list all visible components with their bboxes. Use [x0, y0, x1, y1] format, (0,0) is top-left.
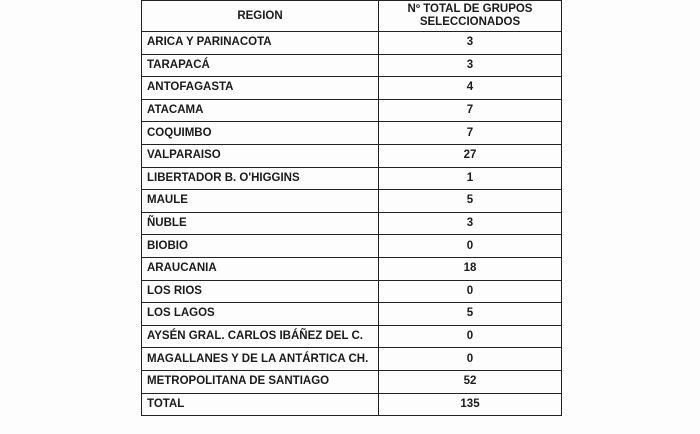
table-row	[142, 77, 562, 100]
region-value: 0	[379, 280, 562, 303]
table-header-row	[142, 1, 562, 32]
table-row	[142, 99, 562, 122]
region-name: MAULE	[142, 190, 379, 213]
region-value: 7	[379, 122, 562, 145]
region-value: 1	[379, 167, 562, 190]
region-name: LIBERTADOR B. O'HIGGINS	[142, 167, 379, 190]
region-value: 3	[379, 212, 562, 235]
header-total-line1: Nº TOTAL DE GRUPOS	[407, 3, 533, 15]
region-value: 3	[379, 32, 562, 55]
region-value: 5	[379, 190, 562, 213]
region-name: VALPARAISO	[142, 144, 379, 167]
table-row	[142, 144, 562, 167]
region-value: 0	[379, 348, 562, 371]
region-name: BIOBIO	[142, 235, 379, 258]
region-value: 0	[379, 325, 562, 348]
header-total	[379, 1, 562, 32]
region-name: LOS RIOS	[142, 280, 379, 303]
region-name: ARAUCANIA	[142, 257, 379, 280]
total-value: 135	[379, 393, 562, 416]
header-region: REGION	[142, 1, 379, 32]
region-name: METROPOLITANA DE SANTIAGO	[142, 370, 379, 393]
region-name: COQUIMBO	[142, 122, 379, 145]
region-value: 7	[379, 99, 562, 122]
total-row	[142, 393, 562, 416]
region-value: 0	[379, 235, 562, 258]
region-name: TARAPACÁ	[142, 54, 379, 77]
region-name: MAGALLANES Y DE LA ANTÁRTICA CH.	[142, 348, 379, 371]
table-row	[142, 167, 562, 190]
region-value: 3	[379, 54, 562, 77]
header-total-line2: SELECCIONADOS	[419, 16, 521, 28]
region-value: 4	[379, 77, 562, 100]
table-row	[142, 212, 562, 235]
table-row	[142, 190, 562, 213]
table-row	[142, 32, 562, 55]
table-row	[142, 54, 562, 77]
table-row	[142, 122, 562, 145]
table-row	[142, 235, 562, 258]
total-label: TOTAL	[142, 393, 379, 416]
region-name: ARICA Y PARINACOTA	[142, 32, 379, 55]
table-row	[142, 280, 562, 303]
region-name: ANTOFAGASTA	[142, 77, 379, 100]
regions-table	[141, 0, 562, 416]
table-row	[142, 303, 562, 326]
region-name: ATACAMA	[142, 99, 379, 122]
region-value: 52	[379, 370, 562, 393]
table-row	[142, 370, 562, 393]
table-row	[142, 348, 562, 371]
table-row	[142, 325, 562, 348]
region-name: ÑUBLE	[142, 212, 379, 235]
region-value: 5	[379, 303, 562, 326]
region-value: 27	[379, 144, 562, 167]
table-row	[142, 257, 562, 280]
region-value: 18	[379, 257, 562, 280]
region-name: AYSÉN GRAL. CARLOS IBÁÑEZ DEL C.	[142, 325, 379, 348]
region-name: LOS LAGOS	[142, 303, 379, 326]
